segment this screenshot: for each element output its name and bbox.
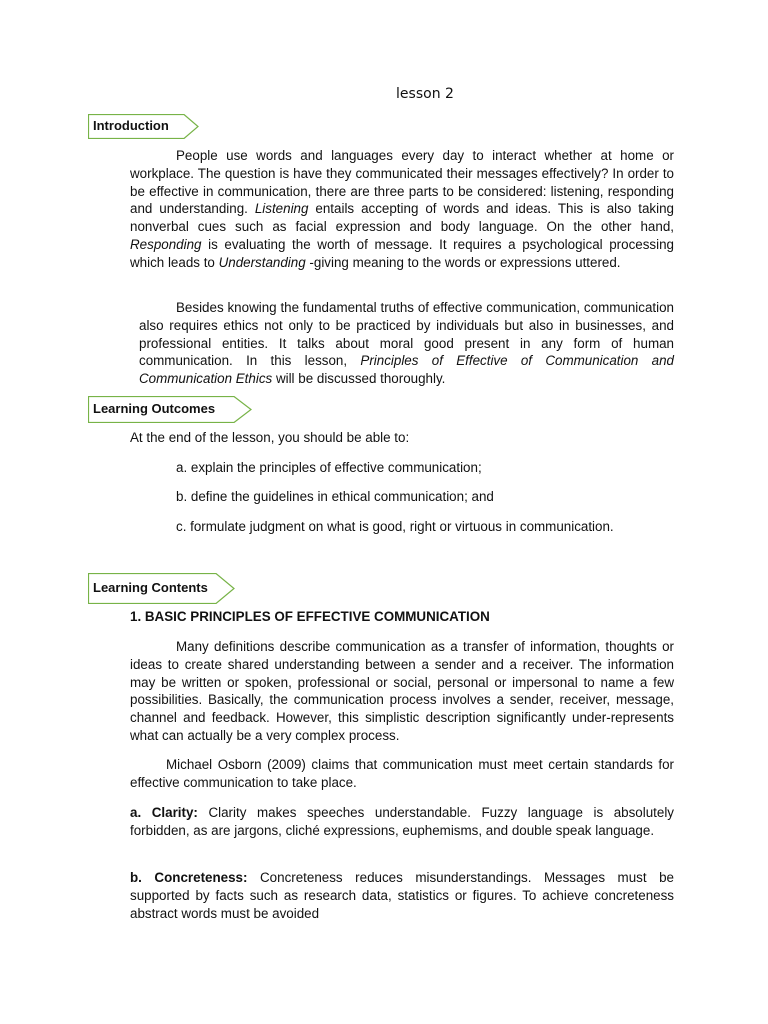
intro-paragraph-2: Besides knowing the fundamental truths of effective communication, communication also requires ethics not only to be practiced by individuals but also in businesses, and professional entities. It talks about moral good present in any form of human communication. In this lesson, Principles of Effective of Communication and Communication Ethics will be discussed thoroughly.: [139, 300, 674, 387]
contents-paragraph-2: Michael Osborn (2009) claims that communication must meet certain standards for effective communication to take place.: [130, 757, 674, 790]
contents-paragraph-1: Many definitions describe communication as a transfer of information, thoughts or ideas to create shared understanding between a sender and a receiver. The information may be written or spoken, professional or social, personal or impersonal to name a few possibilities. Basically, the communication process involves a sender, receiver, message, channel and feedback. However, this simplistic description significantly under-represents what can actually be a very complex process.: [130, 639, 674, 743]
clarity-label: a. Clarity:: [130, 805, 198, 820]
outcome-item: b. define the guidelines in ethical communication; and: [176, 489, 494, 504]
intro-paragraph-1: People use words and languages every day to interact whether at home or workplace. The question is have they communicated their messages effectively? In order to be effective in communication, there are three parts to be considered: listening, responding and understanding. Listening entails accepting of words and ideas. This is also taking nonverbal cues such as facial expression and body language. On the other hand, Responding is evaluating the worth of message. It requires a psychological processing which leads to Understanding -giving meaning to the words or expressions uttered.: [130, 148, 674, 270]
introduction-tag: [88, 114, 200, 138]
concreteness-paragraph: b. Concreteness: Concreteness reduces misunderstandings. Messages must be supported by facts such as research data, statistics or figures. To achieve concreteness abstract words must be avoided: [130, 870, 674, 921]
learning-contents-tag: [88, 573, 238, 597]
learning-outcomes-tag: [88, 396, 254, 420]
section-heading: 1. BASIC PRINCIPLES OF EFFECTIVE COMMUNICATION: [130, 609, 490, 624]
learning-outcomes-label: Learning Outcomes: [93, 401, 216, 416]
learning-contents-label: Learning Contents: [93, 580, 208, 595]
outcome-item: c. formulate judgment on what is good, right or virtuous in communication.: [176, 519, 614, 534]
concreteness-label: b. Concreteness:: [130, 870, 248, 885]
outcomes-lead: At the end of the lesson, you should be able to:: [130, 430, 410, 445]
outcome-item: a. explain the principles of effective communication;: [176, 460, 482, 475]
introduction-label: Introduction: [93, 118, 169, 133]
clarity-paragraph: a. Clarity: Clarity makes speeches understandable. Fuzzy language is absolutely forbidden, as are jargons, cliché expressions, euphemisms, and double speak language.: [130, 805, 675, 838]
lesson-title: lesson 2: [396, 86, 454, 102]
